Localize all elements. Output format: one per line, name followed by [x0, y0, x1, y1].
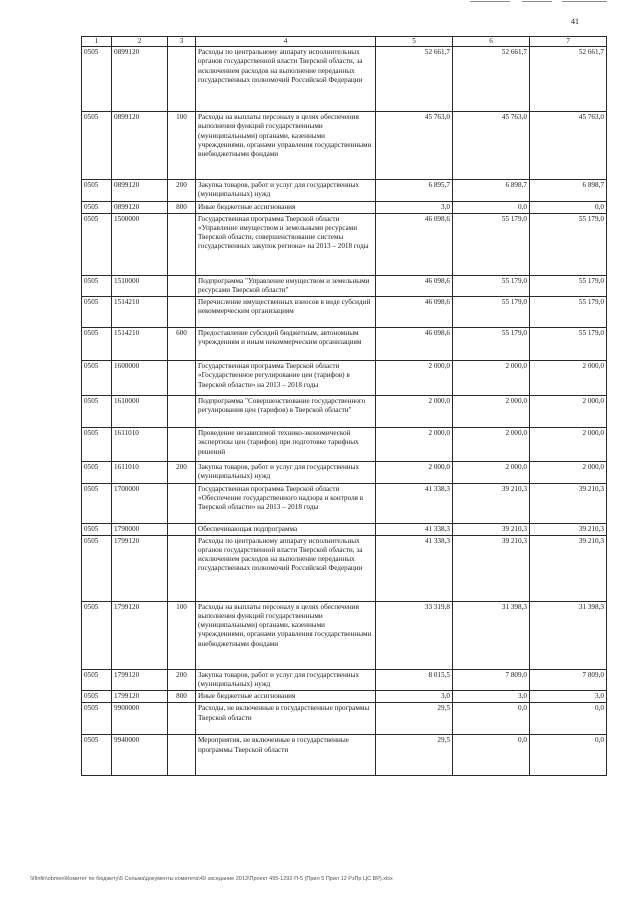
amount-year2-cell: 2 000,0: [453, 428, 530, 462]
description-cell: Перечисление имущественных взносов в виде субсидий некоммерческим организациям: [196, 297, 376, 328]
amount-year3-cell: 7 809,0: [530, 669, 607, 690]
table-row: [82, 47, 607, 112]
amount-year2-cell: 45 763,0: [453, 112, 530, 180]
description-cell: Подпрограмма "Совершенствование государственного регулирования цен (тарифов) в Тверской области": [196, 396, 376, 428]
column-header: 5: [376, 37, 453, 47]
column-header: 6: [453, 37, 530, 47]
amount-year2-cell: 7 809,0: [453, 669, 530, 690]
amount-year1-cell: 3,0: [376, 201, 453, 213]
column-header: 4: [196, 37, 376, 47]
expense-type-cell: [168, 523, 196, 535]
target-code-cell: 0899120: [112, 47, 168, 112]
section-code-cell: 0505: [82, 428, 112, 462]
amount-year1-cell: 52 661,7: [376, 47, 453, 112]
description-cell: Закупка товаров, работ и услуг для государственных (муниципальных) нужд: [196, 180, 376, 201]
description-cell: Государственная программа Тверской области «Государственное регулирование цен (тарифов) в Тверской области» на 2013 – 2018 годы: [196, 361, 376, 396]
amount-year3-cell: 55 179,0: [530, 213, 607, 275]
table-row: [82, 213, 607, 275]
expense-type-cell: [168, 396, 196, 428]
amount-year2-cell: 31 398,3: [453, 601, 530, 669]
amount-year1-cell: 6 895,7: [376, 180, 453, 201]
section-code-cell: 0505: [82, 523, 112, 535]
amount-year3-cell: 2 000,0: [530, 361, 607, 396]
amount-year1-cell: 2 000,0: [376, 396, 453, 428]
amount-year3-cell: 6 898,7: [530, 180, 607, 201]
section-code-cell: 0505: [82, 297, 112, 328]
file-path-footer: \\Ifinfin\obmen\Комитет по бюджету\5 Сельма\документы комитета\49 заседание 2013\Проект 495-1292-П-5 (Прил 5 Прил 12 РзПр ЦС ВР).xlsx: [30, 876, 393, 882]
description-cell: Предоставление субсидий бюджетным, автономным учреждениям и иным некоммерческим организациям: [196, 328, 376, 361]
amount-year2-cell: 0,0: [453, 201, 530, 213]
section-code-cell: 0505: [82, 462, 112, 483]
expense-type-cell: 100: [168, 601, 196, 669]
section-code-cell: 0505: [82, 535, 112, 601]
amount-year1-cell: 3,0: [376, 691, 453, 703]
expense-type-cell: 600: [168, 328, 196, 361]
amount-year3-cell: 0,0: [530, 703, 607, 735]
description-cell: Государственная программа Тверской области «Обеспечение государственного надзора и контроля в Тверской области» на 2013 – 2018 годы: [196, 483, 376, 523]
section-code-cell: 0505: [82, 396, 112, 428]
description-cell: Иные бюджетные ассигнования: [196, 691, 376, 703]
description-cell: Закупка товаров, работ и услуг для государственных (муниципальных) нужд: [196, 462, 376, 483]
table-row: [82, 735, 607, 776]
expense-type-cell: [168, 213, 196, 275]
amount-year3-cell: 0,0: [530, 735, 607, 776]
amount-year2-cell: 2 000,0: [453, 462, 530, 483]
column-header: 7: [530, 37, 607, 47]
section-code-cell: 0505: [82, 47, 112, 112]
description-cell: Обеспечивающая подпрограмма: [196, 523, 376, 535]
table-row: [82, 523, 607, 535]
expense-type-cell: 200: [168, 669, 196, 690]
amount-year1-cell: 2 000,0: [376, 428, 453, 462]
section-code-cell: 0505: [82, 201, 112, 213]
amount-year2-cell: 2 000,0: [453, 396, 530, 428]
section-code-cell: 0505: [82, 601, 112, 669]
table-row: [82, 428, 607, 462]
amount-year1-cell: 29,5: [376, 735, 453, 776]
amount-year3-cell: 2 000,0: [530, 396, 607, 428]
amount-year3-cell: 52 661,7: [530, 47, 607, 112]
target-code-cell: 1514210: [112, 328, 168, 361]
description-cell: Подпрограмма "Управление имуществом и земельными ресурсами Тверской области": [196, 275, 376, 296]
target-code-cell: 1799120: [112, 601, 168, 669]
table-row: [82, 201, 607, 213]
table-row: [82, 691, 607, 703]
expense-type-cell: [168, 703, 196, 735]
amount-year2-cell: 2 000,0: [453, 361, 530, 396]
amount-year2-cell: 39 210,3: [453, 535, 530, 601]
table-row: [82, 328, 607, 361]
table-header-row: [82, 37, 607, 47]
description-cell: Расходы по центральному аппарату исполнительных органов государственной власти Тверской области, за исключением расходов на выполнение переданных государственных полномочий Российской Федерации: [196, 47, 376, 112]
target-code-cell: 0899120: [112, 201, 168, 213]
column-header: 2: [112, 37, 168, 47]
amount-year1-cell: 46 098,6: [376, 275, 453, 296]
table-row: [82, 483, 607, 523]
amount-year2-cell: 55 179,0: [453, 213, 530, 275]
target-code-cell: 1611010: [112, 428, 168, 462]
description-cell: Проведение независимой технико-экономической экспертизы цен (тарифов) при подготовке тарифных решений: [196, 428, 376, 462]
target-code-cell: 1610000: [112, 396, 168, 428]
expense-type-cell: [168, 735, 196, 776]
table-row: [82, 275, 607, 296]
table-row: [82, 396, 607, 428]
amount-year3-cell: 2 000,0: [530, 428, 607, 462]
target-code-cell: 1510000: [112, 275, 168, 296]
expense-type-cell: 200: [168, 180, 196, 201]
amount-year3-cell: 31 398,3: [530, 601, 607, 669]
section-code-cell: 0505: [82, 735, 112, 776]
scan-marks: [470, 0, 620, 3]
expense-type-cell: 800: [168, 691, 196, 703]
expense-type-cell: [168, 275, 196, 296]
page-number: 41: [571, 17, 579, 26]
expense-type-cell: [168, 483, 196, 523]
amount-year1-cell: 45 763,0: [376, 112, 453, 180]
amount-year2-cell: 55 179,0: [453, 328, 530, 361]
amount-year1-cell: 41 338,3: [376, 483, 453, 523]
amount-year1-cell: 8 015,5: [376, 669, 453, 690]
expense-type-cell: [168, 297, 196, 328]
description-cell: Закупка товаров, работ и услуг для государственных (муниципальных) нужд: [196, 669, 376, 690]
section-code-cell: 0505: [82, 361, 112, 396]
table-row: [82, 669, 607, 690]
section-code-cell: 0505: [82, 328, 112, 361]
amount-year3-cell: 3,0: [530, 691, 607, 703]
amount-year2-cell: 52 661,7: [453, 47, 530, 112]
target-code-cell: 1799120: [112, 669, 168, 690]
amount-year1-cell: 41 338,3: [376, 523, 453, 535]
expense-type-cell: [168, 361, 196, 396]
amount-year1-cell: 33 319,8: [376, 601, 453, 669]
section-code-cell: 0505: [82, 669, 112, 690]
amount-year1-cell: 2 000,0: [376, 462, 453, 483]
amount-year2-cell: 55 179,0: [453, 297, 530, 328]
amount-year1-cell: 46 098,6: [376, 297, 453, 328]
description-cell: Государственная программа Тверской области «Управление имуществом и земельными ресурсами Тверской области, совершенствование системы государственных закупок региона» на 2013 – 2018 годы: [196, 213, 376, 275]
amount-year2-cell: 3,0: [453, 691, 530, 703]
column-header: 1: [82, 37, 112, 47]
amount-year2-cell: 6 898,7: [453, 180, 530, 201]
target-code-cell: 0899120: [112, 180, 168, 201]
description-cell: Расходы, не включенные в государственные программы Тверской области: [196, 703, 376, 735]
description-cell: Расходы по центральному аппарату исполнительных органов государственной власти Тверской области, за исключением расходов на выполнение переданных государственных полномочий Российской Федерации: [196, 535, 376, 601]
table-row: [82, 180, 607, 201]
expense-type-cell: [168, 47, 196, 112]
target-code-cell: 1600000: [112, 361, 168, 396]
amount-year1-cell: 2 000,0: [376, 361, 453, 396]
section-code-cell: 0505: [82, 483, 112, 523]
expense-type-cell: 100: [168, 112, 196, 180]
description-cell: Расходы на выплаты персоналу в целях обеспечения выполнения функций государственными (муниципальными) органами, казенными учреждениями, органами управления государственными внебюджетными фондами: [196, 601, 376, 669]
budget-table: [81, 36, 607, 776]
target-code-cell: 1514210: [112, 297, 168, 328]
expense-type-cell: [168, 535, 196, 601]
target-code-cell: 1790000: [112, 523, 168, 535]
amount-year3-cell: 39 210,3: [530, 483, 607, 523]
amount-year3-cell: 45 763,0: [530, 112, 607, 180]
target-code-cell: 1700000: [112, 483, 168, 523]
target-code-cell: 9900000: [112, 703, 168, 735]
section-code-cell: 0505: [82, 691, 112, 703]
section-code-cell: 0505: [82, 275, 112, 296]
table-row: [82, 462, 607, 483]
amount-year2-cell: 55 179,0: [453, 275, 530, 296]
amount-year3-cell: 39 210,3: [530, 523, 607, 535]
description-cell: Мероприятия, не включенные в государственные программы Тверской области: [196, 735, 376, 776]
amount-year2-cell: 39 210,3: [453, 523, 530, 535]
expense-type-cell: 200: [168, 462, 196, 483]
section-code-cell: 0505: [82, 180, 112, 201]
amount-year3-cell: 2 000,0: [530, 462, 607, 483]
section-code-cell: 0505: [82, 703, 112, 735]
amount-year2-cell: 0,0: [453, 735, 530, 776]
amount-year3-cell: 39 210,3: [530, 535, 607, 601]
expense-type-cell: [168, 428, 196, 462]
amount-year3-cell: 55 179,0: [530, 275, 607, 296]
description-cell: Расходы на выплаты персоналу в целях обеспечения выполнения функций государственными (муниципальными) органами, казенными учреждениями, органами управления государственными внебюджетными фондами: [196, 112, 376, 180]
amount-year1-cell: 41 338,3: [376, 535, 453, 601]
target-code-cell: 0899120: [112, 112, 168, 180]
amount-year1-cell: 29,5: [376, 703, 453, 735]
amount-year2-cell: 0,0: [453, 703, 530, 735]
amount-year3-cell: 55 179,0: [530, 297, 607, 328]
description-cell: Иные бюджетные ассигнования: [196, 201, 376, 213]
amount-year3-cell: 0,0: [530, 201, 607, 213]
amount-year1-cell: 46 098,6: [376, 328, 453, 361]
amount-year3-cell: 55 179,0: [530, 328, 607, 361]
target-code-cell: 1799120: [112, 691, 168, 703]
table-row: [82, 703, 607, 735]
column-header: 3: [168, 37, 196, 47]
target-code-cell: 9940000: [112, 735, 168, 776]
table-row: [82, 297, 607, 328]
target-code-cell: 1500000: [112, 213, 168, 275]
amount-year1-cell: 46 098,6: [376, 213, 453, 275]
amount-year2-cell: 39 210,3: [453, 483, 530, 523]
table-row: [82, 601, 607, 669]
target-code-cell: 1799120: [112, 535, 168, 601]
table-row: [82, 361, 607, 396]
section-code-cell: 0505: [82, 112, 112, 180]
section-code-cell: 0505: [82, 213, 112, 275]
table-row: [82, 112, 607, 180]
table-row: [82, 535, 607, 601]
expense-type-cell: 800: [168, 201, 196, 213]
target-code-cell: 1611010: [112, 462, 168, 483]
